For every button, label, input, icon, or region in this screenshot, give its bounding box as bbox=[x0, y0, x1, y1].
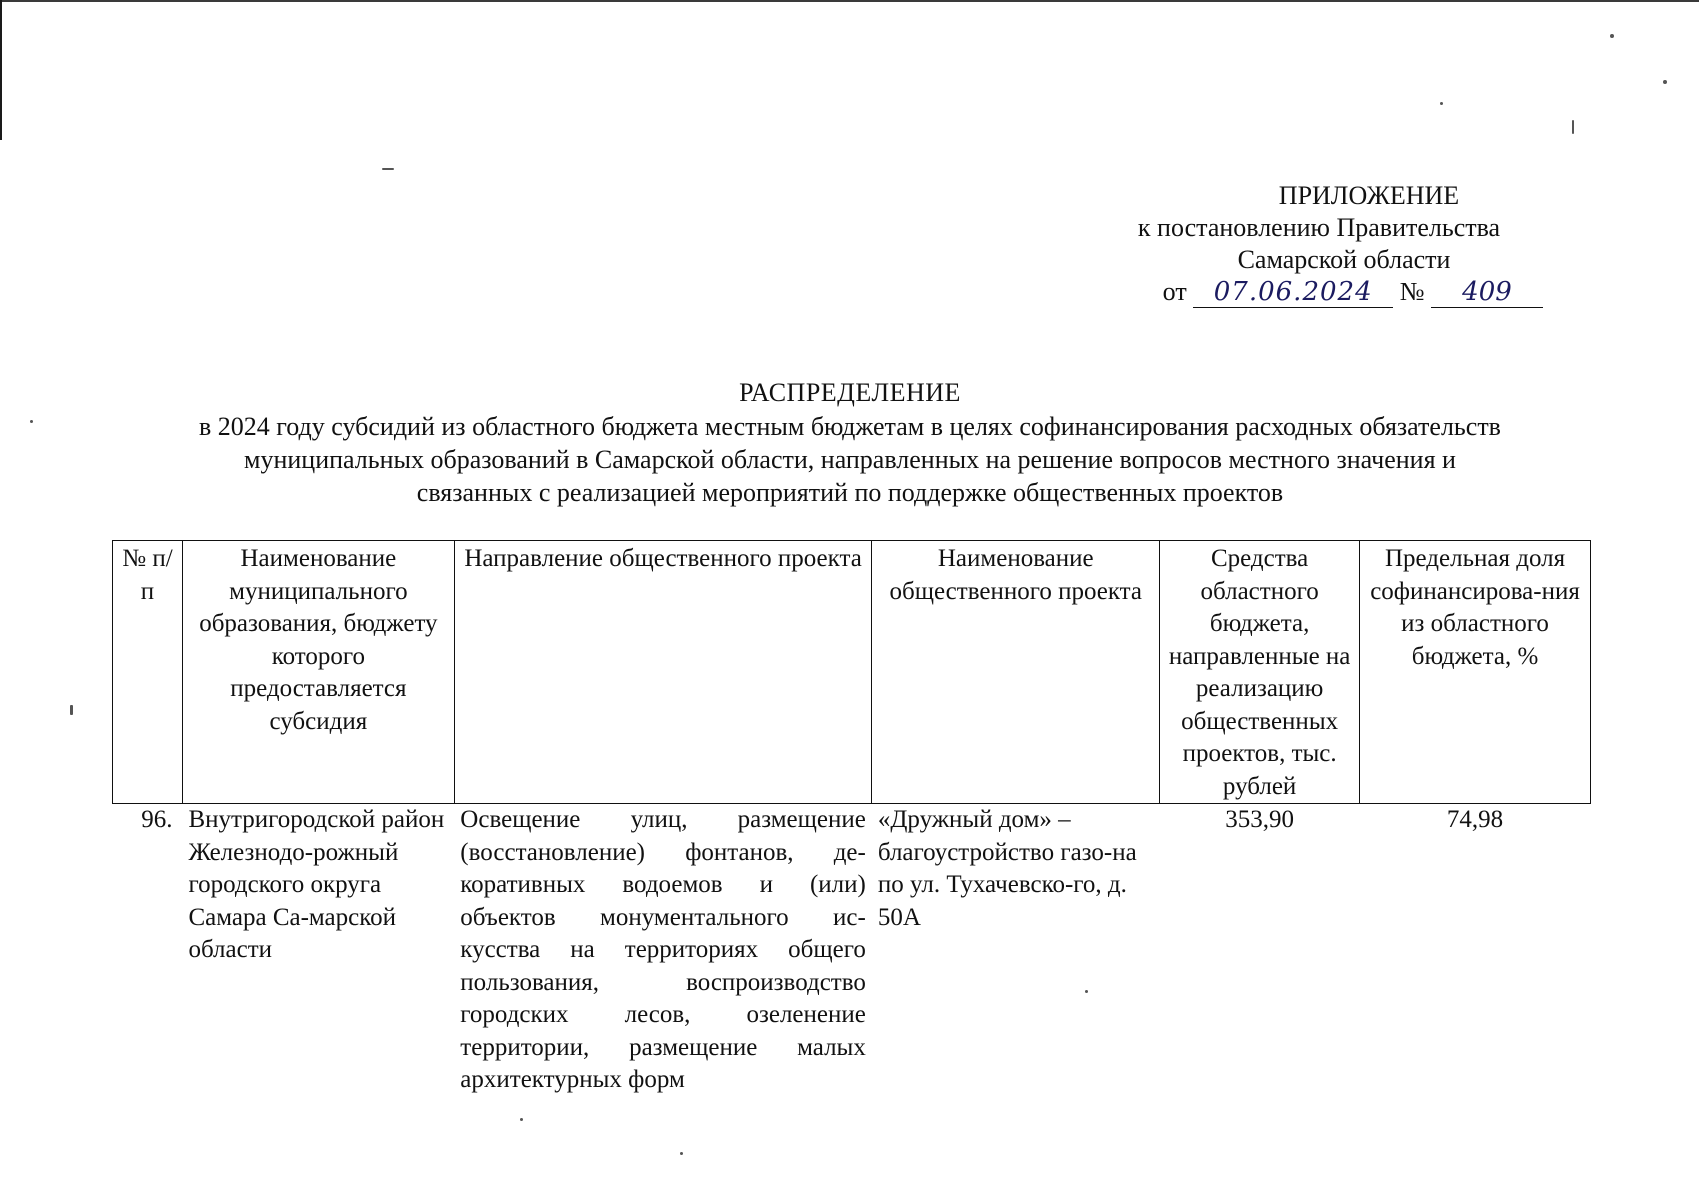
header-share: Предельная доля софинансирова-ния из областного бюджета, % bbox=[1360, 541, 1591, 804]
header-number: № п/п bbox=[113, 541, 183, 804]
appendix-line-3: Самарской области bbox=[1237, 245, 1451, 274]
row-share: 74,98 bbox=[1446, 806, 1504, 833]
row-funds: 353,90 bbox=[1225, 806, 1294, 833]
handwritten-date: 07.06.2024 bbox=[1193, 277, 1393, 308]
header-municipality: Наименование муниципального образования, бюджету которого предоставляется субсидия bbox=[182, 541, 454, 804]
scan-edge-top bbox=[0, 0, 1699, 2]
row-number: 96. bbox=[141, 806, 173, 833]
scan-speck bbox=[1440, 102, 1443, 105]
scan-speck bbox=[70, 705, 73, 715]
header-project-name: Наименование общественного проекта bbox=[872, 541, 1160, 804]
distribution-table bbox=[112, 540, 1591, 1097]
scan-edge-left bbox=[0, 0, 2, 140]
scan-speck bbox=[1610, 34, 1614, 38]
date-prefix: от bbox=[1162, 277, 1187, 306]
document-title: РАСПРЕДЕЛЕНИЕ bbox=[739, 378, 961, 407]
document-heading bbox=[120, 376, 1580, 509]
scan-speck bbox=[520, 1118, 523, 1121]
scan-speck bbox=[382, 168, 394, 170]
table-header-row bbox=[113, 541, 1591, 804]
scan-speck bbox=[1085, 990, 1088, 993]
appendix-block bbox=[1089, 180, 1549, 308]
table-row bbox=[113, 804, 1591, 1097]
appendix-date-line bbox=[1089, 276, 1549, 308]
scan-speck bbox=[1572, 120, 1574, 134]
handwritten-number: 409 bbox=[1431, 277, 1543, 308]
header-funds: Средства областного бюджета, направленные на реализацию общественных проектов, тыс. рублей bbox=[1160, 541, 1360, 804]
document-subtitle-line-2: муниципальных образований в Самарской области, направленных на решение вопросов местного значения и bbox=[244, 445, 1456, 474]
appendix-line-2: к постановлению Правительства bbox=[1137, 213, 1501, 242]
scan-speck bbox=[1663, 80, 1667, 84]
document-subtitle-line-1: в 2024 году субсидий из областного бюджета местным бюджетам в целях софинансирования расходных обязательств bbox=[199, 412, 1501, 441]
appendix-title: ПРИЛОЖЕНИЕ bbox=[1278, 181, 1460, 210]
row-project-name: «Дружный дом» – благоустройство газо-на по ул. Тухачевско-го, д. 50А bbox=[877, 806, 1137, 931]
header-direction: Направление общественного проекта bbox=[454, 541, 872, 804]
scan-speck bbox=[680, 1152, 683, 1155]
document-subtitle-line-3: связанных с реализацией мероприятий по поддержке общественных проектов bbox=[416, 478, 1284, 507]
row-municipality: Внутригородской район Железнодо-рожный городского округа Самара Са-марской области bbox=[188, 806, 445, 963]
scan-speck bbox=[30, 420, 33, 423]
number-prefix: № bbox=[1399, 277, 1425, 306]
row-direction: Освещение улиц, размещение (восстановление) фонтанов, де-коративных водоемов и (или) объектов монументального ис-кусства на территориях общего пользования, воспроизводство городских лесов, озеленение территории, размещение малых архитектурных форм bbox=[460, 806, 866, 1093]
